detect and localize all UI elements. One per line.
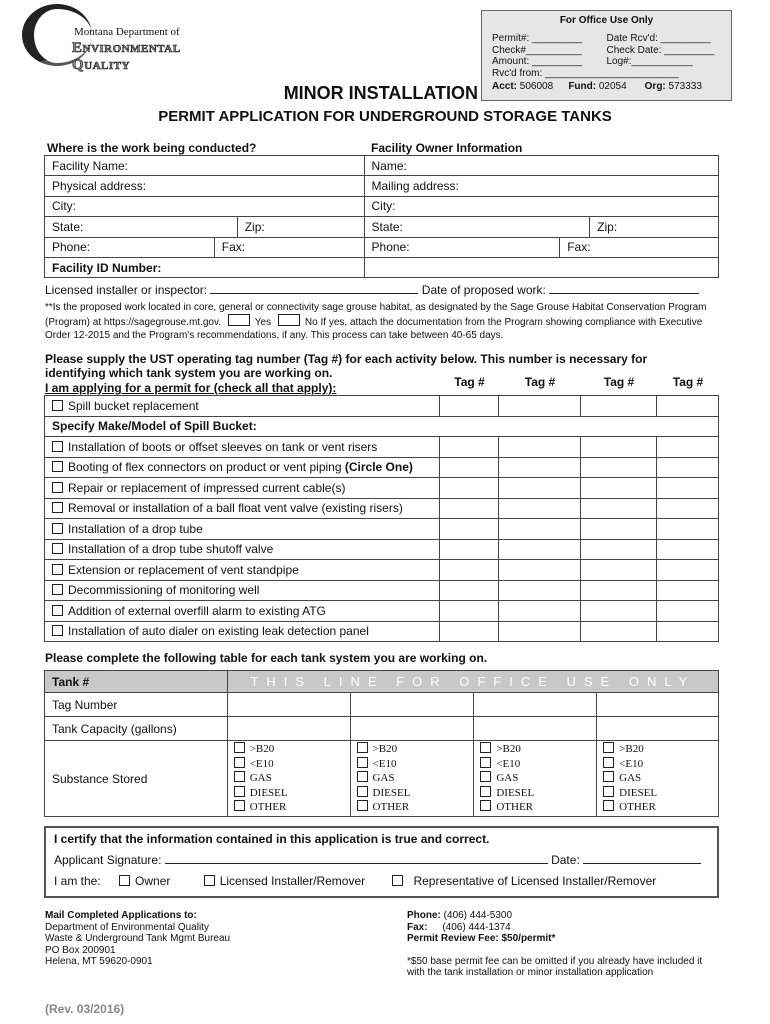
addr-line: PO Box 200901 [45, 944, 116, 956]
tag-number-label: Tag Number [45, 693, 228, 717]
installer-role-label: Licensed Installer/Remover [219, 874, 366, 888]
tag-cell[interactable] [499, 601, 581, 622]
addr-line: Waste & Underground Tank Mgmt Bureau [45, 933, 231, 944]
capacity-label: Tank Capacity (gallons) [45, 717, 228, 741]
tank-instructions: Please complete the following table for each tank system you are working on. [45, 651, 488, 665]
signature-label: Applicant Signature: [54, 853, 162, 867]
iam-label: I am the: [54, 874, 101, 888]
substance-checkbox[interactable] [603, 757, 614, 768]
tag-cell[interactable] [581, 396, 657, 417]
facility-name-field[interactable]: Facility Name: [45, 156, 365, 176]
substance-checkbox[interactable] [603, 800, 614, 811]
activity-text: Booting of flex connectors on product or vent piping [68, 460, 342, 475]
substance-checkbox[interactable] [480, 771, 491, 782]
owner-fax-field[interactable]: Fax: [560, 237, 719, 257]
date-rcvd-field: Date Rcv'd: _________ [606, 33, 711, 44]
tag-cell[interactable] [657, 457, 719, 478]
capacity-cell[interactable] [597, 717, 719, 741]
tag-cell[interactable] [657, 601, 719, 622]
substance-option: OTHER [496, 801, 534, 814]
substance-label: Substance Stored [45, 741, 228, 817]
activity-text: Installation of auto dialer on existing leak detection panel [68, 624, 369, 639]
substance-checkbox[interactable] [603, 771, 614, 782]
tag-cell[interactable] [440, 580, 499, 601]
tag-cell[interactable] [440, 457, 499, 478]
tag-cell[interactable] [657, 539, 719, 560]
fax-label: Fax: [407, 921, 428, 933]
tag-number-cell[interactable] [350, 693, 474, 717]
tag-cell[interactable] [440, 396, 499, 417]
sage-grouse-question [45, 301, 725, 342]
activity-table [44, 395, 719, 642]
mail-address [45, 910, 230, 968]
office-title: For Office Use Only [559, 15, 654, 26]
spill-make-row [45, 416, 719, 437]
office-use-box [481, 10, 732, 101]
substance-checkbox[interactable] [480, 742, 491, 753]
mail-header: Mail Completed Applications to: [45, 910, 197, 921]
substance-checkbox[interactable] [357, 800, 368, 811]
physical-address-field[interactable]: Physical address: [45, 176, 365, 196]
tag-cell[interactable] [581, 478, 657, 499]
owner-label: Owner [135, 874, 171, 888]
addr-line: Department of Environmental Quality [45, 921, 209, 933]
substance-option: <E10 [496, 757, 521, 770]
substance-checkbox[interactable] [603, 742, 614, 753]
substance-option: DIESEL [249, 786, 288, 799]
date-work-label: Date of proposed work: [421, 283, 546, 297]
activity-label [45, 457, 440, 478]
tag-cell[interactable] [657, 396, 719, 417]
tag-cell[interactable] [657, 519, 719, 540]
substance-option: >B20 [372, 743, 398, 756]
tag-instructions: Please supply the UST operating tag number (Tag #) for each activity below. This number is necessary for identifying which tank system you are working on. [45, 352, 648, 380]
work-location-header: Where is the work being conducted? [47, 141, 257, 155]
tag-cell[interactable] [581, 457, 657, 478]
substance-checkbox[interactable] [357, 742, 368, 753]
activity-text: Installation of a drop tube shutoff valve [68, 542, 274, 557]
substance-option: GAS [496, 772, 519, 785]
substance-option: OTHER [619, 801, 656, 814]
substance-checkbox[interactable] [234, 771, 245, 782]
tag-cell[interactable] [581, 437, 657, 458]
substance-checkbox[interactable] [357, 786, 368, 797]
substance-cell [227, 741, 350, 817]
signature-input[interactable] [165, 853, 548, 864]
tag-header-2: Tag # [524, 375, 556, 389]
substance-option: GAS [249, 772, 272, 785]
tag-cell[interactable] [499, 437, 581, 458]
phone-value: (406) 444-5300 [443, 910, 513, 921]
log-field: Log#:___________ [606, 56, 693, 67]
tag-cell[interactable] [657, 621, 719, 642]
substance-cell [350, 741, 474, 817]
sage-rest-text: If yes, attach the documentation from the Program showing compliance with Executive Order 12-2015 and the Program's recommendations, if any. This process can take between 40-65 days. [45, 317, 703, 341]
tag-cell[interactable] [581, 539, 657, 560]
tag-header-3: Tag # [603, 375, 635, 389]
tag-cell[interactable] [440, 519, 499, 540]
installer-label: Licensed installer or inspector: [45, 283, 208, 297]
tag-cell[interactable] [499, 560, 581, 581]
org-value: 573333 [668, 81, 702, 92]
substance-option: DIESEL [372, 786, 411, 799]
activity-row [45, 580, 719, 601]
tag-cell[interactable] [581, 601, 657, 622]
tag-cell[interactable] [581, 621, 657, 642]
tag-cell[interactable] [581, 580, 657, 601]
tank-number-label: Tank # [45, 671, 228, 693]
activity-text: Removal or installation of a ball float vent valve (existing risers) [68, 501, 403, 516]
tag-cell[interactable] [440, 478, 499, 499]
activity-label [45, 478, 440, 499]
tag-number-cell[interactable] [597, 693, 719, 717]
activity-checkbox[interactable] [52, 584, 63, 595]
owner-checkbox[interactable] [119, 875, 130, 886]
tag-cell[interactable] [499, 498, 581, 519]
activity-checkbox[interactable] [52, 400, 63, 411]
installer-row [45, 283, 699, 297]
facility-city-field[interactable]: City: [45, 196, 365, 216]
fee-text: Permit Review Fee: $50/permit* [407, 933, 556, 944]
sage-yes-label: Yes [254, 317, 272, 328]
tag-headers [440, 375, 719, 389]
substance-option: DIESEL [496, 786, 535, 799]
substance-option: >B20 [496, 743, 521, 756]
activity-row [45, 560, 719, 581]
cert-date-input[interactable] [583, 853, 701, 864]
substance-checkbox[interactable] [480, 786, 491, 797]
substance-option: OTHER [249, 801, 287, 814]
activity-checkbox[interactable] [52, 502, 63, 513]
substance-option: <E10 [619, 757, 644, 770]
logo-line2: Environmental Quality [72, 40, 181, 73]
activity-label [45, 560, 440, 581]
substance-option: >B20 [249, 743, 275, 756]
capacity-cell[interactable] [350, 717, 474, 741]
mailing-address-field[interactable]: Mailing address: [364, 176, 718, 196]
sage-no-label: No [304, 317, 318, 328]
substance-checkbox[interactable] [480, 757, 491, 768]
revision: (Rev. 03/2016) [45, 1002, 125, 1016]
check-date-field: Check Date: _________ [606, 44, 715, 56]
tank-table [44, 670, 719, 817]
activity-text: Installation of boots or offset sleeves on tank or vent risers [68, 439, 378, 454]
activity-checkbox[interactable] [52, 482, 63, 493]
tag-cell[interactable] [581, 560, 657, 581]
tag-cell[interactable] [440, 560, 499, 581]
cert-statement: I certify that the information contained in this application is true and correct. [54, 832, 490, 846]
substance-checkbox[interactable] [603, 786, 614, 797]
facility-table [44, 155, 719, 278]
tag-cell[interactable] [440, 539, 499, 560]
page-title: MINOR INSTALLATION [283, 83, 478, 103]
tag-cell[interactable] [499, 519, 581, 540]
substance-option: OTHER [372, 801, 410, 814]
facility-phone-field[interactable]: Phone: [45, 237, 215, 257]
logo-line1: Montana Department of [74, 26, 180, 38]
activity-label [45, 396, 440, 417]
substance-cell [597, 741, 719, 817]
page-subtitle: PERMIT APPLICATION FOR UNDERGROUND STORAGE TANKS [158, 108, 612, 125]
activity-label [45, 539, 440, 560]
fund-label: Fund: [568, 81, 597, 92]
sage-no-checkbox[interactable] [278, 314, 300, 326]
fee-note: *$50 base permit fee can be omitted if you already have included it with the tank installation or minor installation application [407, 955, 703, 978]
substance-option: DIESEL [619, 786, 658, 799]
empty-cell [364, 257, 718, 277]
facility-fax-field[interactable]: Fax: [214, 237, 364, 257]
substance-checkbox[interactable] [480, 800, 491, 811]
tag-cell[interactable] [581, 498, 657, 519]
certification-box [44, 826, 719, 898]
activity-text: Spill bucket replacement [68, 398, 199, 413]
rep-label: Representative of Licensed Installer/Remover [413, 874, 657, 888]
substance-option: <E10 [372, 757, 397, 770]
tag-cell[interactable] [440, 437, 499, 458]
activity-checkbox[interactable] [52, 441, 63, 452]
activity-label [45, 621, 440, 642]
activity-text: Addition of external overfill alarm to existing ATG [68, 603, 326, 618]
tag-cell[interactable] [499, 621, 581, 642]
tag-cell[interactable] [657, 478, 719, 499]
activity-row [45, 519, 719, 540]
capacity-cell[interactable] [474, 717, 597, 741]
activity-row [45, 457, 719, 478]
activity-row [45, 478, 719, 499]
substance-checkbox[interactable] [234, 757, 245, 768]
substance-checkbox[interactable] [234, 800, 245, 811]
activity-checkbox[interactable] [52, 605, 63, 616]
sage-yes-checkbox[interactable] [228, 314, 250, 326]
amount-field: Amount: _________ [492, 56, 583, 67]
phone-label: Phone: [407, 910, 441, 921]
apply-label: I am applying for a permit for (check all that apply): [45, 381, 337, 395]
owner-zip-field[interactable]: Zip: [590, 217, 719, 237]
activity-text: Installation of a drop tube [68, 521, 203, 536]
tag-cell[interactable] [581, 519, 657, 540]
tag-cell[interactable] [499, 539, 581, 560]
activity-label [45, 519, 440, 540]
tag-cell[interactable] [657, 437, 719, 458]
circle-one: (Circle One) [344, 460, 413, 475]
acct-label: Acct: [492, 81, 518, 92]
substance-checkbox[interactable] [357, 757, 368, 768]
tag-header-4: Tag # [672, 375, 704, 389]
check-field: Check#__________ [492, 44, 582, 56]
activity-row [45, 601, 719, 622]
owner-name-field[interactable]: Name: [364, 156, 718, 176]
owner-phone-field[interactable]: Phone: [364, 237, 560, 257]
activity-label [45, 498, 440, 519]
tag-header-1: Tag # [454, 375, 485, 389]
activity-row [45, 539, 719, 560]
activity-checkbox[interactable] [52, 564, 63, 575]
capacity-cell[interactable] [227, 717, 350, 741]
spill-make-label[interactable]: Specify Make/Model of Spill Bucket: [45, 416, 719, 437]
substance-checkbox[interactable] [234, 786, 245, 797]
tag-cell[interactable] [440, 621, 499, 642]
activity-label [45, 601, 440, 622]
tag-cell[interactable] [657, 580, 719, 601]
date-work-input[interactable] [549, 283, 699, 294]
facility-zip-field[interactable]: Zip: [237, 217, 364, 237]
substance-checkbox[interactable] [234, 742, 245, 753]
activity-row [45, 498, 719, 519]
activity-checkbox[interactable] [52, 625, 63, 636]
substance-option: <E10 [249, 757, 274, 770]
substance-checkbox[interactable] [357, 771, 368, 782]
tag-cell[interactable] [499, 580, 581, 601]
tag-number-cell[interactable] [227, 693, 350, 717]
tag-cell[interactable] [440, 498, 499, 519]
org-label: Org: [644, 81, 666, 92]
activity-checkbox[interactable] [52, 543, 63, 554]
sage-question-text: **Is the proposed work located in core, general or connectivity sage grouse habitat, as designated by the Sage Grouse Habitat Conservation Program (Program) at https://sagegrouse.mt.gov. [45, 302, 707, 328]
installer-checkbox[interactable] [204, 875, 215, 886]
activity-checkbox[interactable] [52, 461, 63, 472]
activity-row [45, 396, 719, 417]
rep-checkbox[interactable] [392, 875, 403, 886]
activity-row [45, 621, 719, 642]
activity-row [45, 437, 719, 458]
deq-logo [22, 4, 237, 73]
activity-label [45, 437, 440, 458]
tag-cell[interactable] [499, 478, 581, 499]
tag-cell[interactable] [657, 560, 719, 581]
tag-cell[interactable] [499, 457, 581, 478]
owner-info-header: Facility Owner Information [371, 141, 523, 155]
contact-info [407, 910, 717, 979]
facility-state-field[interactable]: State: [45, 217, 238, 237]
installer-input[interactable] [210, 283, 418, 294]
owner-state-field[interactable]: State: [364, 217, 590, 237]
substance-option: GAS [619, 772, 642, 785]
activity-checkbox[interactable] [52, 523, 63, 534]
substance-cell [474, 741, 597, 817]
activity-text: Repair or replacement of impressed current cable(s) [68, 480, 346, 495]
cert-date-label: Date: [551, 853, 580, 867]
permit-field: Permit#: _________ [492, 33, 583, 44]
activity-label [45, 580, 440, 601]
fund-value: 02054 [598, 81, 627, 92]
owner-city-field[interactable]: City: [364, 196, 718, 216]
acct-value: 506008 [519, 81, 554, 92]
activity-text: Decommissioning of monitoring well [68, 583, 260, 598]
facility-id-field[interactable]: Facility ID Number: [45, 257, 365, 277]
tag-cell[interactable] [657, 498, 719, 519]
rcvd-from-field: Rvc'd from: ________________________ [492, 67, 679, 79]
tag-number-cell[interactable] [474, 693, 597, 717]
fax-value: (406) 444-1374 [442, 921, 511, 933]
addr-line: Helena, MT 59620-0901 [45, 956, 153, 967]
substance-option: GAS [372, 772, 395, 785]
activity-text: Extension or replacement of vent standpipe [68, 562, 299, 577]
office-use-line: THIS LINE FOR OFFICE USE ONLY [227, 671, 718, 693]
tag-cell[interactable] [499, 396, 581, 417]
tag-cell[interactable] [440, 601, 499, 622]
substance-option: >B20 [619, 743, 644, 756]
